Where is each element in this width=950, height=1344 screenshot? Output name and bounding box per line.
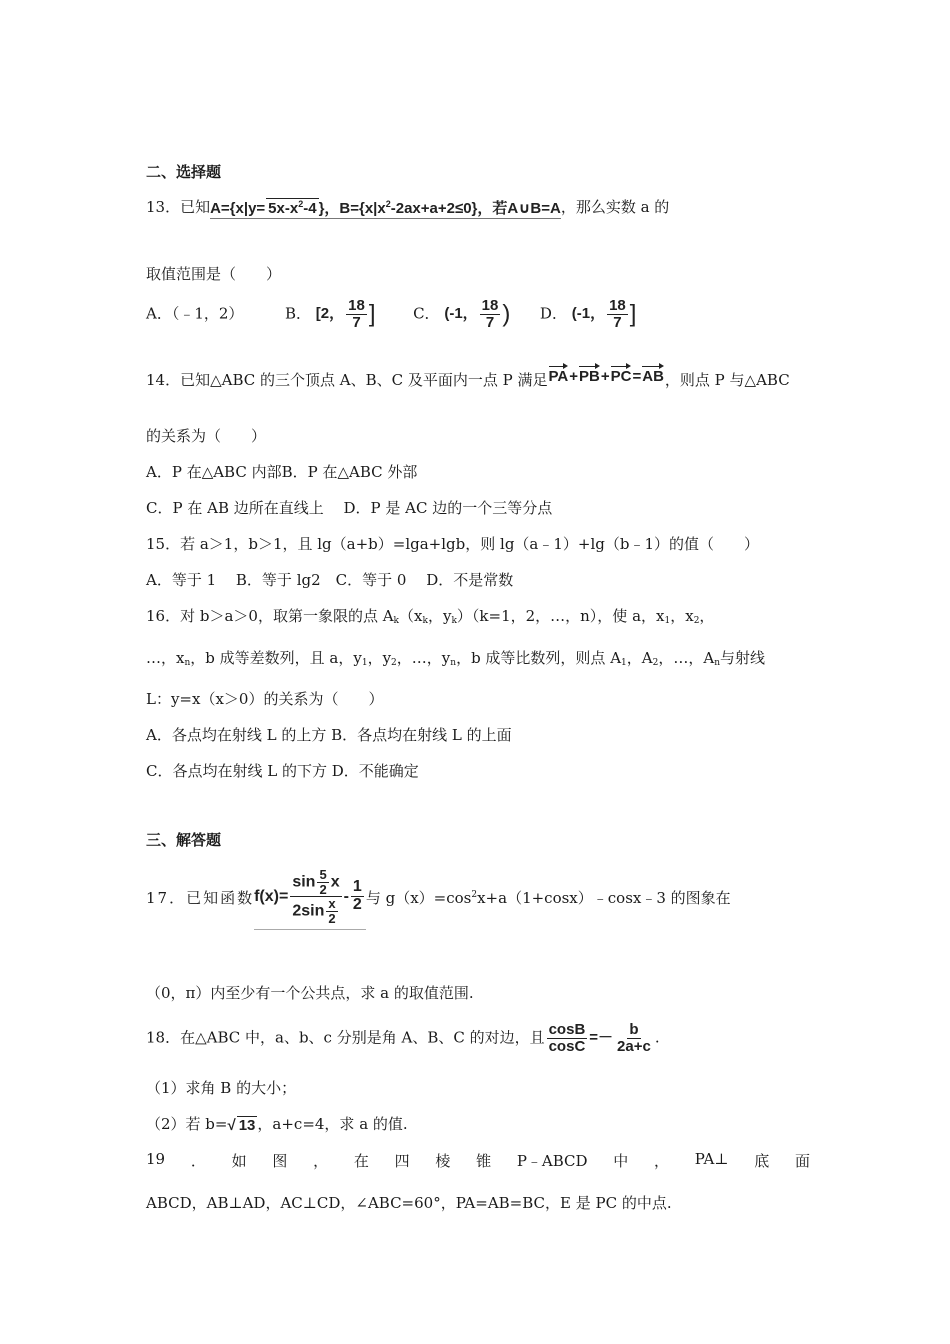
q17-den-sin: 2sin [292,902,325,920]
q17-half-num: 1 [352,878,362,896]
q19-word: PA⊥ [694,1150,729,1168]
question-17-line1 [146,868,731,930]
q17-num-inner-frac [317,868,328,896]
q13-set-b: }，B={x|x [318,200,386,217]
q19-word: 四 [394,1152,410,1170]
question-18-sub2 [146,1113,408,1134]
q18-frac-cos [547,1022,588,1055]
question-16-options-ab: A．各点均在射线 L 的上方 B．各点均在射线 L 的上面 [146,726,512,744]
q19-word: 中 [613,1152,629,1170]
vector-pc: PC [610,368,632,385]
vector-pb: PB [579,368,600,385]
q16-sub-k2: k [422,616,428,626]
q16-l2-c: ，y [367,649,392,667]
vector-pa: PA [548,368,569,385]
q13-d-den: 7 [613,313,622,331]
q17-suffix-a: 与 g（x）=cos [365,888,472,907]
q13-b-den: 7 [352,313,361,331]
q16-l2-a: …，x [146,649,185,667]
q16-l2-d: ，…，y [396,649,451,667]
q16-sub-a1: 1 [621,658,627,668]
q19-word: 锥 [476,1152,492,1170]
question-13-line1 [146,196,669,219]
q16-text-e: ，x [670,607,694,625]
q17-prefix: 17．已知函数 [146,888,255,907]
q18-cosb: cosB [548,1021,586,1038]
q16-sub-n3: n [714,658,720,668]
question-13-line2: 取值范围是（ ） [146,265,282,283]
question-16-line1 [146,605,714,626]
q13-option-c-formula [444,298,510,331]
q18-2ac: 2a+c [617,1037,651,1055]
q16-text-c: ，y [427,607,452,625]
q13-c-den: 7 [485,313,495,331]
q13-d-num: 18 [609,297,626,314]
q13-radicand: 5x-x [268,200,299,217]
q13-radicand-tail: -4 [303,200,317,217]
q17-main-den [290,897,341,925]
q13-exp-b: 2 [385,199,391,209]
question-18-line1 [146,1022,660,1055]
q16-sub-2: 2 [693,616,700,626]
question-14-line2: 的关系为（ ） [146,427,267,445]
q16-l2-g: ，…，A [658,649,715,667]
section-heading-choice: 二、选择题 [146,163,222,181]
q16-sub-y2: 2 [391,658,397,668]
q19-word: ， [313,1152,329,1170]
q18-eq: =－ [589,1029,614,1047]
q14-vector-equation [548,368,665,385]
q14-equals: = [632,368,642,385]
q13-b-left: [2， [315,305,345,323]
q19-word: 底 [754,1152,770,1170]
question-19-line2: ABCD，AB⊥AD，AC⊥CD，∠ABC=60°，PA=AB=BC，E 是 PC 的中点. [146,1194,672,1212]
q18-cosc: cosC [548,1037,586,1055]
question-13-options [146,298,636,331]
question-18-sub1: （1）求角 B 的大小； [146,1079,297,1097]
q13-c-left: (-1， [444,305,478,323]
q14-plus-1: + [569,368,579,385]
q18-prefix: 18．在△ABC 中，a、b、c 分别是角 A、B、C 的对边，且 [146,1028,545,1047]
q16-l2-e: ，b 成等比数列，则点 A [456,649,622,667]
q13-set-b-tail: -2ax+a+2≤0}，若A∪B=A [390,200,561,217]
q19-word: 在 [353,1152,369,1170]
q17-function-formula [254,868,366,930]
q14-prefix: 14．已知△ABC 的三个顶点 A、B、C 及平面内一点 P 满足 [146,371,548,389]
q13-b-frac [346,298,367,331]
q16-sub-n1: n [184,658,191,668]
q17-suffix-b: x+a（1+cosx）﹣cosx﹣3 的图象在 [477,888,731,907]
q16-sub-k1: k [393,616,400,626]
q13-d-frac [607,298,628,331]
q19-word: ， [654,1152,670,1170]
q16-sub-y1: 1 [361,658,368,668]
question-15-line1: 15．若 a＞1，b＞1，且 lg（a+b）=lga+lgb，则 lg（a﹣1）+lg（b﹣1）的值（ ） [146,535,760,553]
q13-c-num: 18 [481,297,499,314]
q17-half [351,879,364,914]
q17-sup: 2 [471,889,478,900]
question-17-line2: （0，π）内至少有一个公共点，求 a 的取值范围. [146,984,474,1002]
question-16-line2 [146,647,765,668]
q16-text-d: ）（k=1，2，…，n），使 a，x [456,607,665,625]
q19-word: 棱 [435,1152,451,1170]
q13-c-right: ) [502,300,511,328]
section-heading-solution: 三、解答题 [146,831,222,849]
q16-sub-1: 1 [664,616,671,626]
q17-den-inner-frac [326,897,337,925]
q17-num-5: 5 [319,867,327,882]
q17-minus: - [343,888,349,906]
q13-c-frac [480,298,501,331]
q16-text-f: ， [699,607,715,625]
q18-sub2-b: ，a+c=4，求 a 的值. [257,1115,408,1133]
q19-word: 图 [272,1152,288,1170]
q13-option-c-label: C． [413,304,440,323]
q14-suffix: ，则点 P 与△ABC [664,371,790,389]
q13-d-right: ] [629,300,637,328]
q18-b: b [629,1021,639,1038]
q16-sub-a2: 2 [652,658,659,668]
q13-b-num: 18 [348,297,365,314]
question-14-options-cd: C．P 在 AB 边所在直线上 D．P 是 AC 边的一个三等分点 [146,499,553,517]
q13-option-d-formula [572,298,637,331]
q19-word: P﹣ABCD [516,1152,588,1170]
q13-suffix: ，那么实数 a 的 [560,198,670,216]
q13-b-right: ] [368,300,376,328]
q18-sub2-a: （2）若 b= [146,1115,228,1133]
q14-plus-2: + [600,368,610,385]
q16-l2-b: ，b 成等差数列，且 a，y [190,649,362,667]
q17-num-2: 2 [319,881,327,897]
question-15-options: A．等于 1 B．等于 lg2 C．等于 0 D．不是常数 [146,571,514,589]
q13-option-a: A．（﹣1，2） [146,304,244,323]
q18-frac-b [615,1022,653,1055]
q19-word: ． [190,1152,206,1170]
q13-option-b-formula [316,298,376,331]
q16-sub-n2: n [450,658,457,668]
q17-den-2: 2 [328,910,336,926]
q13-option-b-label: B． [284,304,312,323]
q16-text-a: 16．对 b＞a＞0，取第一象限的点 A [146,607,394,625]
q18-sqrt-val: 13 [238,1117,256,1134]
q18-suffix: . [654,1028,660,1047]
q19-word: 19 [146,1150,166,1168]
q19-word: 如 [231,1152,247,1170]
question-16-options-cd: C．各点均在射线 L 的下方 D．不能确定 [146,762,419,780]
vector-ab: AB [642,368,664,385]
q17-sin: sin [292,873,316,891]
q16-l2-f: ，A [626,649,653,667]
q16-l2-h: 与射线 [720,649,766,667]
q13-sqrt [266,198,318,217]
question-14-line1 [146,368,790,390]
question-16-line3: L：y=x（x＞0）的关系为（ ） [146,690,384,708]
q19-word: 面 [794,1152,810,1170]
q13-option-d-label: D． [539,304,567,323]
question-14-options-ab: A．P 在△ABC 内部B．P 在△ABC 外部 [146,463,418,481]
q16-sub-k3: k [451,616,457,626]
q17-num-x: x [330,873,340,891]
q17-fx: f(x)= [254,888,289,906]
q13-set-a: A={x|y= [210,200,266,217]
q16-text-b: （x [399,607,423,625]
q13-prefix: 13．已知 [146,198,211,216]
q13-exp: 2 [298,199,304,209]
question-19-line1 [146,1150,810,1171]
q13-set-formula [210,197,561,219]
q18-formula [545,1022,655,1055]
q17-main-frac [290,868,341,926]
q17-half-den: 2 [352,896,362,914]
q18-sqrt-formula: √ 13 [227,1117,256,1134]
q13-d-left: (-1， [571,305,606,323]
q17-main-num [290,868,341,897]
q17-den-x: x [328,896,336,912]
